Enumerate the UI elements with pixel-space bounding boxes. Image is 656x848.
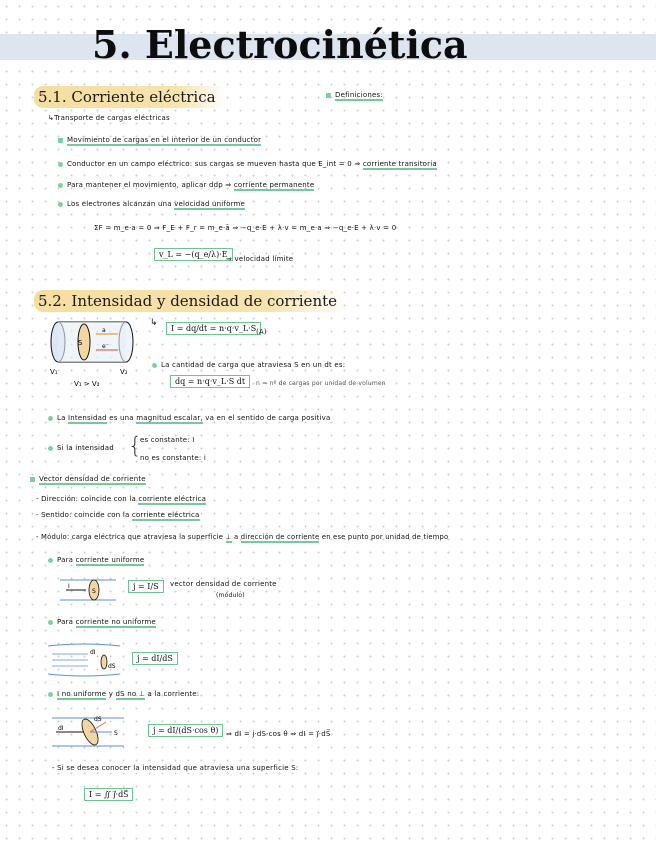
intensidad-d: magnitud escalar,: [136, 414, 203, 422]
oblique-label-S: S: [114, 730, 118, 737]
sentido-a: Sentido: coincide con la: [41, 511, 130, 519]
non-uniform-figure: [44, 640, 124, 680]
conductor-line: [58, 160, 437, 168]
conductor-text-a: Conductor en un campo eléctrico: sus cargas se mueven hasta que: [67, 160, 316, 168]
para-line: [58, 181, 314, 189]
page-title: 5. Electrocinética: [92, 22, 468, 67]
intensidad-line: [48, 414, 330, 422]
conductor-text-b: E_int = 0 ⇒: [318, 160, 361, 168]
modulo-d: dirección de corriente: [240, 533, 320, 541]
sentido-b: corriente eléctrica: [131, 511, 200, 519]
oblique-label-dS: dS: [94, 716, 102, 723]
no-uniforme-b: corriente no uniforme: [75, 618, 156, 626]
transporte-text: ↳Transporte de cargas eléctricas: [48, 114, 170, 122]
inouni-c: dS no ⊥: [115, 690, 146, 698]
dq-note: n = nº de cargas por unidad de volumen: [256, 380, 386, 387]
arrow-symbol: ↳: [150, 318, 158, 328]
si-intensidad-line: [48, 444, 114, 452]
electrones-text-b: velocidad uniforme: [174, 200, 246, 208]
intensidad-c: es una: [109, 414, 134, 422]
direccion-a: Dirección: coincide con la: [41, 495, 136, 503]
uniforme-line: [48, 556, 144, 564]
inouni-a: I no uniforme: [57, 690, 107, 698]
j-box-oblique: j = dI/(dS·cos θ): [148, 724, 223, 737]
intensity-unit: (A): [256, 328, 267, 336]
direccion-b: corriente eléctrica: [138, 495, 207, 503]
intensidad-b: Intensidad: [68, 414, 107, 422]
section-5-1-heading: 5.1. Corriente eléctrica: [34, 86, 226, 108]
j-note-uniform: vector densidad de corriente: [170, 580, 277, 588]
intensidad-e: va en el sentido de carga positiva: [205, 414, 331, 422]
si-desea-text: Si se desea conocer la intensidad que atraviesa una superficie S:: [57, 764, 299, 772]
figure-label-S: S: [78, 339, 83, 347]
electrones-line: [58, 200, 245, 208]
j-box-non-uniform: j = dI/dS: [132, 652, 178, 665]
non-uniform-label-dS: dS: [108, 663, 116, 670]
inouni-d: a la corriente:: [147, 690, 200, 698]
definiciones-text: Definiciones:: [335, 91, 383, 99]
modulo-a: Módulo: carga eléctrica que atraviesa la superficie: [41, 533, 224, 541]
modulo-b: ⊥: [225, 533, 232, 541]
movimiento-line: [58, 136, 261, 144]
vl-box: v_L = −(q_e/λ)·E: [154, 248, 233, 261]
oblique-figure: [50, 712, 130, 752]
para-text-b: corriente permanente: [233, 181, 315, 189]
inouni-b: y: [108, 690, 114, 698]
conductor-figure: [44, 318, 144, 390]
figure-label-v1: V₁: [50, 368, 58, 376]
electrones-text-a: Los electrones alcanzan una: [67, 200, 172, 208]
uniform-label-I: I: [68, 583, 70, 590]
section-5-2-heading: 5.2. Intensidad y densidad de corriente: [34, 290, 347, 312]
es-constante: es constante: I: [140, 436, 195, 444]
no-uniforme-a: Para: [57, 618, 74, 626]
j-eq-oblique: ⇒ dI = j·dS·cos θ ⇒ dI = j⃗·dS⃗: [226, 730, 331, 738]
figure-label-a: a: [102, 327, 106, 334]
dq-box: dq = n·q·v_L·S dt: [170, 375, 250, 388]
intensity-box: I = dq/dt = n·q·v_L·S: [166, 322, 261, 335]
brace-symbol: {: [128, 434, 143, 459]
uniform-label-S: S: [92, 588, 96, 595]
vector-title-line: [30, 475, 146, 483]
figure-label-v2: V₂: [120, 368, 128, 376]
si-intensidad-text: Si la intensidad: [57, 444, 114, 452]
para-text-a: Para mantener el movimiento, aplicar ddp ⇒: [67, 181, 232, 189]
intensidad-a: La: [57, 414, 66, 422]
uniform-figure: [58, 576, 118, 604]
vector-title: Vector densidad de corriente: [39, 475, 146, 483]
cantidad-text: La cantidad de carga que atraviesa S en un dt es:: [161, 361, 346, 369]
sentido-line: - Sentido: coincide con la corriente eléctrica: [36, 511, 200, 519]
si-desea-line: - Si se desea conocer la intensidad que atraviesa una superficie S:: [52, 764, 299, 772]
figure-label-v1gtv2: V₁ > V₂: [74, 380, 100, 388]
j-box-uniform: j = I/S: [128, 580, 164, 593]
force-equation: ΣF = m_e·a = 0 ⇒ F_E + F_r = m_e·ā ⇒ −q_e·E + λ·v = m_e·a ⇒ −q_e·E + λ·v = 0: [94, 224, 397, 232]
direccion-line: - Dirección: coincide con la corriente eléctrica: [36, 495, 207, 503]
vl-note: ⇒ velocidad límite: [226, 255, 294, 263]
no-constante: no es constante: i: [140, 454, 206, 462]
cantidad-line: [152, 361, 345, 369]
definiciones-label: [326, 91, 383, 99]
non-uniform-label-dI: dI: [90, 649, 96, 656]
figure-label-e: e⁻: [102, 343, 109, 350]
modulo-c: a: [234, 533, 239, 541]
j-note-modulo: (módulo): [216, 592, 245, 599]
uniforme-a: Para: [57, 556, 74, 564]
modulo-line: - Módulo: carga eléctrica que atraviesa la superficie ⊥ a dirección de corriente en ese punto por unidad de tiempo: [36, 533, 449, 541]
uniforme-b: corriente uniforme: [75, 556, 145, 564]
modulo-e: en ese punto por unidad de tiempo: [321, 533, 449, 541]
movimiento-text: Movimiento de cargas en el interior de un conductor: [67, 136, 262, 144]
inouni-line: [48, 690, 199, 698]
conductor-text-c: corriente transitoria: [362, 160, 437, 168]
no-uniforme-line: [48, 618, 156, 626]
oblique-label-dI: dI: [58, 725, 64, 732]
intensity-integral-box: I = ∬ j⃗·dS⃗: [84, 788, 133, 801]
